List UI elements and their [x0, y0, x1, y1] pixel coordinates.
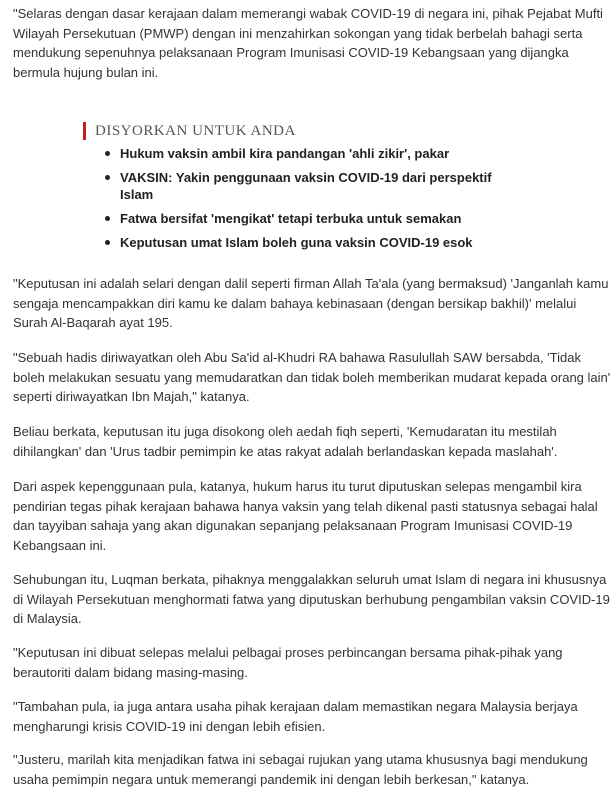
related-link[interactable]: Fatwa bersifat 'mengikat' tetapi terbuka untuk semakan: [120, 211, 462, 226]
article-paragraph: "Tambahan pula, ia juga antara usaha pihak kerajaan dalam memastikan negara Malaysia berjaya mengharungi krisis COVID-19 ini dengan lebih efisien.: [13, 699, 578, 734]
article-paragraph: Beliau berkata, keputusan itu juga disokong oleh aedah fiqh seperti, 'Kemudaratan itu mestilah dihilangkan' dan 'Urus tadbir pemimpin ke atas rakyat adalah berlandaskan kepada maslahah'.: [13, 424, 558, 459]
related-heading-label: DISYORKAN UNTUK ANDA: [95, 123, 296, 139]
related-link[interactable]: Hukum vaksin ambil kira pandangan 'ahli zikir', pakar: [120, 146, 450, 161]
related-item: [83, 234, 520, 251]
related-articles: [83, 121, 603, 258]
article-paragraph-intro: "Selaras dengan dasar kerajaan dalam memerangi wabak COVID-19 di negara ini, pihak Pejabat Mufti Wilayah Persekutuan (PMWP) dengan ini menzahirkan sokongan yang tidak berbelah bahagi serta mendukung sepenuhnya pelaksanaan Program Imunisasi COVID-19 Kebangsaan yang dijangka bermula hujung bulan ini.: [13, 6, 603, 80]
related-heading-accent-bar: [83, 122, 86, 140]
bullet-icon: [105, 240, 110, 245]
related-link[interactable]: Keputusan umat Islam boleh guna vaksin COVID-19 esok: [120, 235, 473, 250]
bullet-icon: [105, 216, 110, 221]
bullet-icon: [105, 151, 110, 156]
article-paragraph: "Sebuah hadis diriwayatkan oleh Abu Sa'id al-Khudri RA bahawa Rasulullah SAW bersabda, 'Tidak boleh melakukan sesuatu yang memudaratkan dan tidak boleh memberikan mudarat kepada orang lain' seperti diriwayatkan Ibn Majah," katanya.: [13, 350, 611, 404]
article-paragraph: Dari aspek kepenggunaan pula, katanya, hukum harus itu turut diputuskan selepas mengambil kira pendirian tegas pihak kerajaan bahawa hanya vaksin yang telah dikenal pasti statusnya sebagai halal dan tayyiban sahaja yang akan digunakan sepanjang pelaksanaan Program Imunisasi COVID-19 Kebangsaan ini.: [13, 479, 598, 553]
bullet-icon: [105, 175, 110, 180]
article-paragraph: Sehubungan itu, Luqman berkata, pihaknya menggalakkan seluruh umat Islam di negara ini khususnya di Wilayah Persekutuan menghormati fatwa yang diputuskan berhubung pengambilan vaksin COVID-19 di Malaysia.: [13, 572, 610, 626]
related-item: [83, 169, 520, 203]
related-heading: [83, 121, 603, 141]
article-paragraph: "Keputusan ini dibuat selepas melalui pelbagai proses perbincangan bersama pihak-pihak yang berautoriti dalam bidang masing-masing.: [13, 645, 563, 680]
related-item: [83, 210, 520, 227]
article-paragraph: "Keputusan ini adalah selari dengan dalil seperti firman Allah Ta'ala (yang bermaksud) 'Janganlah kamu sengaja mencampakkan diri kamu ke dalam bahaya kebinasaan (dengan bersikap bakhil)' melalui Surah Al-Baqarah ayat 195.: [13, 276, 609, 330]
related-item: [83, 145, 520, 162]
related-link[interactable]: VAKSIN: Yakin penggunaan vaksin COVID-19 dari perspektif Islam: [120, 170, 492, 202]
related-list: [83, 145, 603, 251]
article-paragraph: "Justeru, marilah kita menjadikan fatwa ini sebagai rujukan yang utama khususnya bagi mendukung usaha pemimpin negara untuk memerangi pandemik ini dengan lebih berkesan," katanya.: [13, 752, 588, 787]
